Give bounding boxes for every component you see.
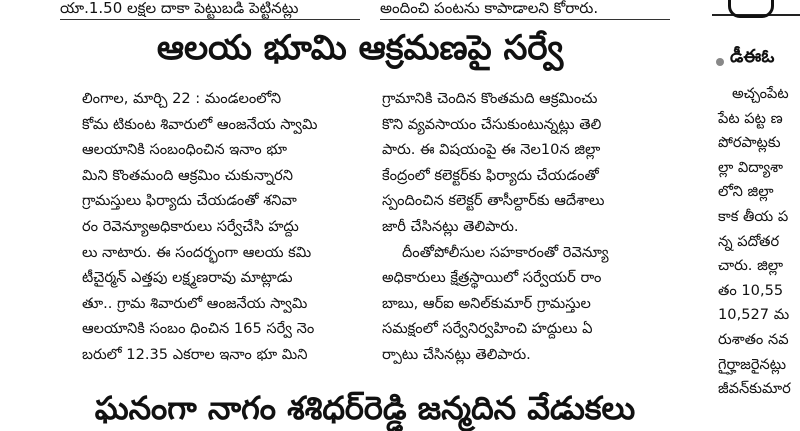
column-2-line: బాబు, ఆర్ఐ అనిల్‌కుమార్ గ్రామస్తుల [382,294,591,312]
column-2-line: కొని వ్యవసాయం చేసుకుంటున్నట్లు తెలి [382,115,602,133]
adjacent-line: కాక తీయ ప [718,207,789,225]
column-1-line: రం రెవెన్యూఅధికారులు సర్వేచేసి హద్దు [82,217,299,235]
masthead-glyph-shape [728,0,774,18]
column-2-line: గ్రామానికి చెందిన కొంతమది ఆక్రమించు [382,90,598,107]
adjacent-masthead-fragment [712,0,800,16]
column-2-line: ర్పాటు చేసినట్లు తెలిపారు. [382,345,531,363]
column-1-line: బరులో 12.35 ఎకరాల ఇనాం భూ మిని [82,345,308,363]
top-rule-right [380,19,670,20]
article-column-2 [382,86,672,368]
top-rule-left [60,19,360,20]
column-1-line: కోమ టికుంట శివారులో ఆంజనేయ స్వామి [82,115,318,133]
headline-birthday-celebrations: ఘనంగా నాగం శశిధర్‌రెడ్డి జన్మదిన వేడుకలు [94,389,636,427]
adjacent-headline: డీఈఓ [730,46,775,67]
column-1-line: లు నాటారు. ఈ సందర్భంగా ఆలయ కమి [82,243,312,261]
adjacent-line: జీవన్‌కుమార [718,380,791,398]
adjacent-line: ల్లా విద్యాశా [718,158,784,176]
adjacent-article-text [718,82,791,402]
adjacent-line: పేట పట్ట ణ [718,109,783,127]
adjacent-line: గైర్హాజరైనట్లు [718,355,787,373]
adjacent-line: చారు. జిల్లా [718,257,784,275]
adjacent-article-column [712,0,800,431]
article-column-1 [82,86,375,368]
adjacent-line: 10,527 మ [718,306,790,324]
column-1-line: ఆలయానికి సంబం ధించిన 165 సర్వే నెం [82,320,315,338]
adjacent-line: న్న పదోతర [718,232,780,250]
column-1-line: లింగాల, మార్చి 22 : మండలంలోని [82,90,282,107]
column-1-line: మిని కొంతమంది ఆక్రమిం చుకున్నారని [82,166,294,184]
adjacent-line: తం 10,55 [718,281,784,299]
adjacent-line: రుశాతం నవ [718,330,789,348]
column-1-line: టీచైర్మన్ ఎత్తపు లక్ష్మణరావు మాట్లాడు [82,269,293,287]
column-1-line: గ్రామస్తులు ఫిర్యాదు చేయడంతో శనివా [82,192,297,210]
column-1-line: ఆలయానికి సంబంధించిన ఇనాం భూ [82,141,288,159]
top-fragment-left: యా.1.50 లక్షల దాకా పెట్టుబడి పెట్టినట్లు [60,0,299,17]
column-2-line: జారీ చేసినట్లు తెలిపారు. [382,217,519,235]
top-fragment-right: అందించి పంటను కాపాడాలని కోరారు. [380,0,599,17]
bullet-icon [716,58,724,66]
column-2-line: స్పందించిన కలెక్టర్ తాసీల్దార్‌కు ఆదేశాలు [382,192,605,210]
headline-temple-land-survey: ఆలయ భూమి ఆక్రమణపై సర్వే [156,28,564,68]
adjacent-line: లోని జిల్లా [718,183,774,201]
column-gutter [690,0,710,431]
adjacent-line: అచ్చంపేట [732,85,789,102]
column-2-line: దీంతోపోలీసుల సహకారంతో రెవెన్యూ [402,243,609,261]
column-2-line: కేంద్రంలో కలెక్టర్‌కు ఫిర్యాదు చేయడంతో [382,166,599,184]
column-2-line: అధికారులు క్షేత్రస్థాయిలో సర్వేయర్ రాం [382,269,602,287]
column-2-line: సమక్షంలో సర్వేనిర్వహించి హద్దులు ఏ [382,320,593,338]
adjacent-line: పోరపాట్లకు [718,134,781,152]
column-2-line: పారు. ఈ విషయంపై ఈ నెల10న జిల్లా [382,141,601,159]
column-1-line: తూ.. గ్రామ శివారులో ఆంజనేయ స్వామి [82,294,308,312]
